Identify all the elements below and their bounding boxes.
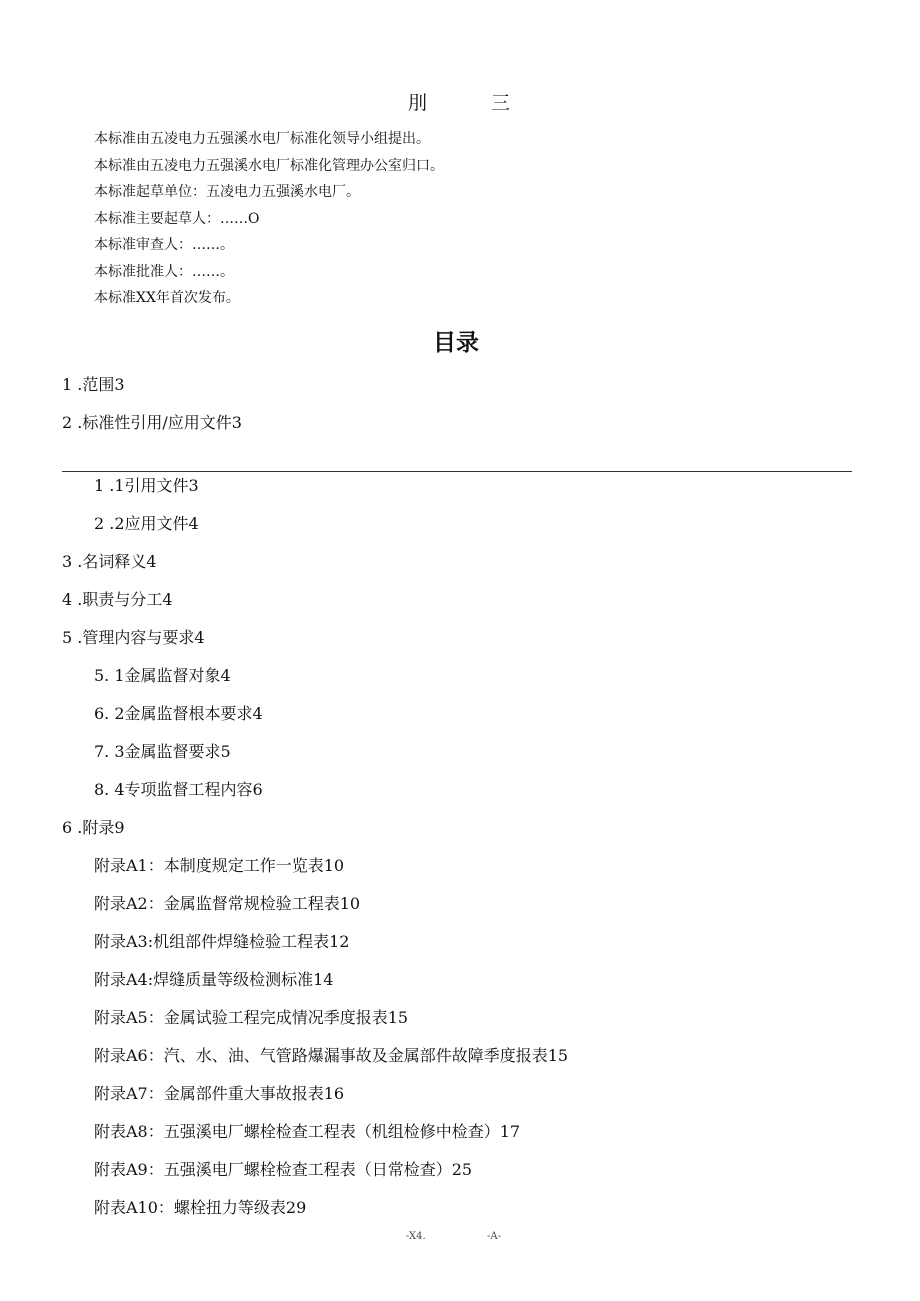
toc-entry-applied-docs[interactable]: 2 .2应用文件4 xyxy=(94,514,199,533)
preface-title-part2: 三 xyxy=(491,92,513,114)
toc-entry-basic-requirements[interactable]: 6. 2金属监督根本要求4 xyxy=(94,704,263,723)
toc-entry-cited-docs[interactable]: 1 .1引用文件3 xyxy=(94,476,199,495)
preface-line: 本标准由五凌电力五强溪水电厂标准化领导小组提出。 xyxy=(94,131,430,147)
toc-entry-appendix-a10[interactable]: 附表A10：螺栓扭力等级表29 xyxy=(94,1198,307,1217)
toc-entry-appendix-a8[interactable]: 附表A8：五强溪电厂螺栓检查工程表（机组检修中检查）17 xyxy=(94,1122,521,1141)
preface-line: 本标准主要起草人：……O xyxy=(94,210,260,227)
preface-line: 本标准由五凌电力五强溪水电厂标准化管理办公室归口。 xyxy=(94,157,444,174)
toc-entry-terms[interactable]: 3 .名词释义4 xyxy=(62,552,157,571)
divider-line xyxy=(62,471,852,472)
toc-entry-appendix-a7[interactable]: 附录A7：金属部件重大事故报表16 xyxy=(94,1084,345,1103)
preface-title-part1: 刖 xyxy=(407,92,429,114)
toc-entry-metal-objects[interactable]: 5. 1金属监督对象4 xyxy=(94,666,231,685)
preface-body xyxy=(94,126,444,312)
toc-entry-appendix-a4[interactable]: 附录A4:焊缝质量等级检测标准14 xyxy=(94,970,334,989)
toc-entry-references[interactable]: 2 .标准性引用/应用文件3 xyxy=(62,413,242,432)
toc-entry-appendix-a6[interactable]: 附录A6：汽、水、油、气管路爆漏事故及金属部件故障季度报表15 xyxy=(94,1046,569,1065)
footer-left-mark: -X4. xyxy=(406,1231,426,1242)
preface-title xyxy=(0,88,920,115)
toc-entry-appendix-a2[interactable]: 附录A2：金属监督常规检验工程表10 xyxy=(94,894,361,913)
toc-entry-appendix-a1[interactable]: 附录A1：本制度规定工作一览表10 xyxy=(94,856,345,875)
toc-entry-supervision-requirements[interactable]: 7. 3金属监督要求5 xyxy=(94,742,231,761)
toc-entry-management[interactable]: 5 .管理内容与要求4 xyxy=(62,628,205,647)
footer-right-mark: -A- xyxy=(487,1231,501,1242)
toc-entry-responsibilities[interactable]: 4 .职责与分工4 xyxy=(62,590,173,609)
preface-line: 本标准批准人：……。 xyxy=(94,263,234,280)
toc-entry-appendix-a9[interactable]: 附表A9：五强溪电厂螺栓检查工程表（日常检查）25 xyxy=(94,1160,473,1179)
preface-line: 本标准起草单位：五凌电力五强溪水电厂。 xyxy=(94,184,360,200)
preface-line: 本标准XX年首次发布。 xyxy=(94,290,240,306)
toc-entry-special-supervision[interactable]: 8. 4专项监督工程内容6 xyxy=(94,780,263,799)
toc-entry-appendix[interactable]: 6 .附录9 xyxy=(62,818,125,837)
toc-entry-appendix-a3[interactable]: 附录A3:机组部件焊缝检验工程表12 xyxy=(94,932,350,951)
toc-entry-scope[interactable]: 1 .范围3 xyxy=(62,375,125,394)
preface-line: 本标准审查人：……。 xyxy=(94,237,234,253)
toc-entry-appendix-a5[interactable]: 附录A5：金属试验工程完成情况季度报表15 xyxy=(94,1008,409,1027)
toc-title: 目录 xyxy=(433,330,479,356)
